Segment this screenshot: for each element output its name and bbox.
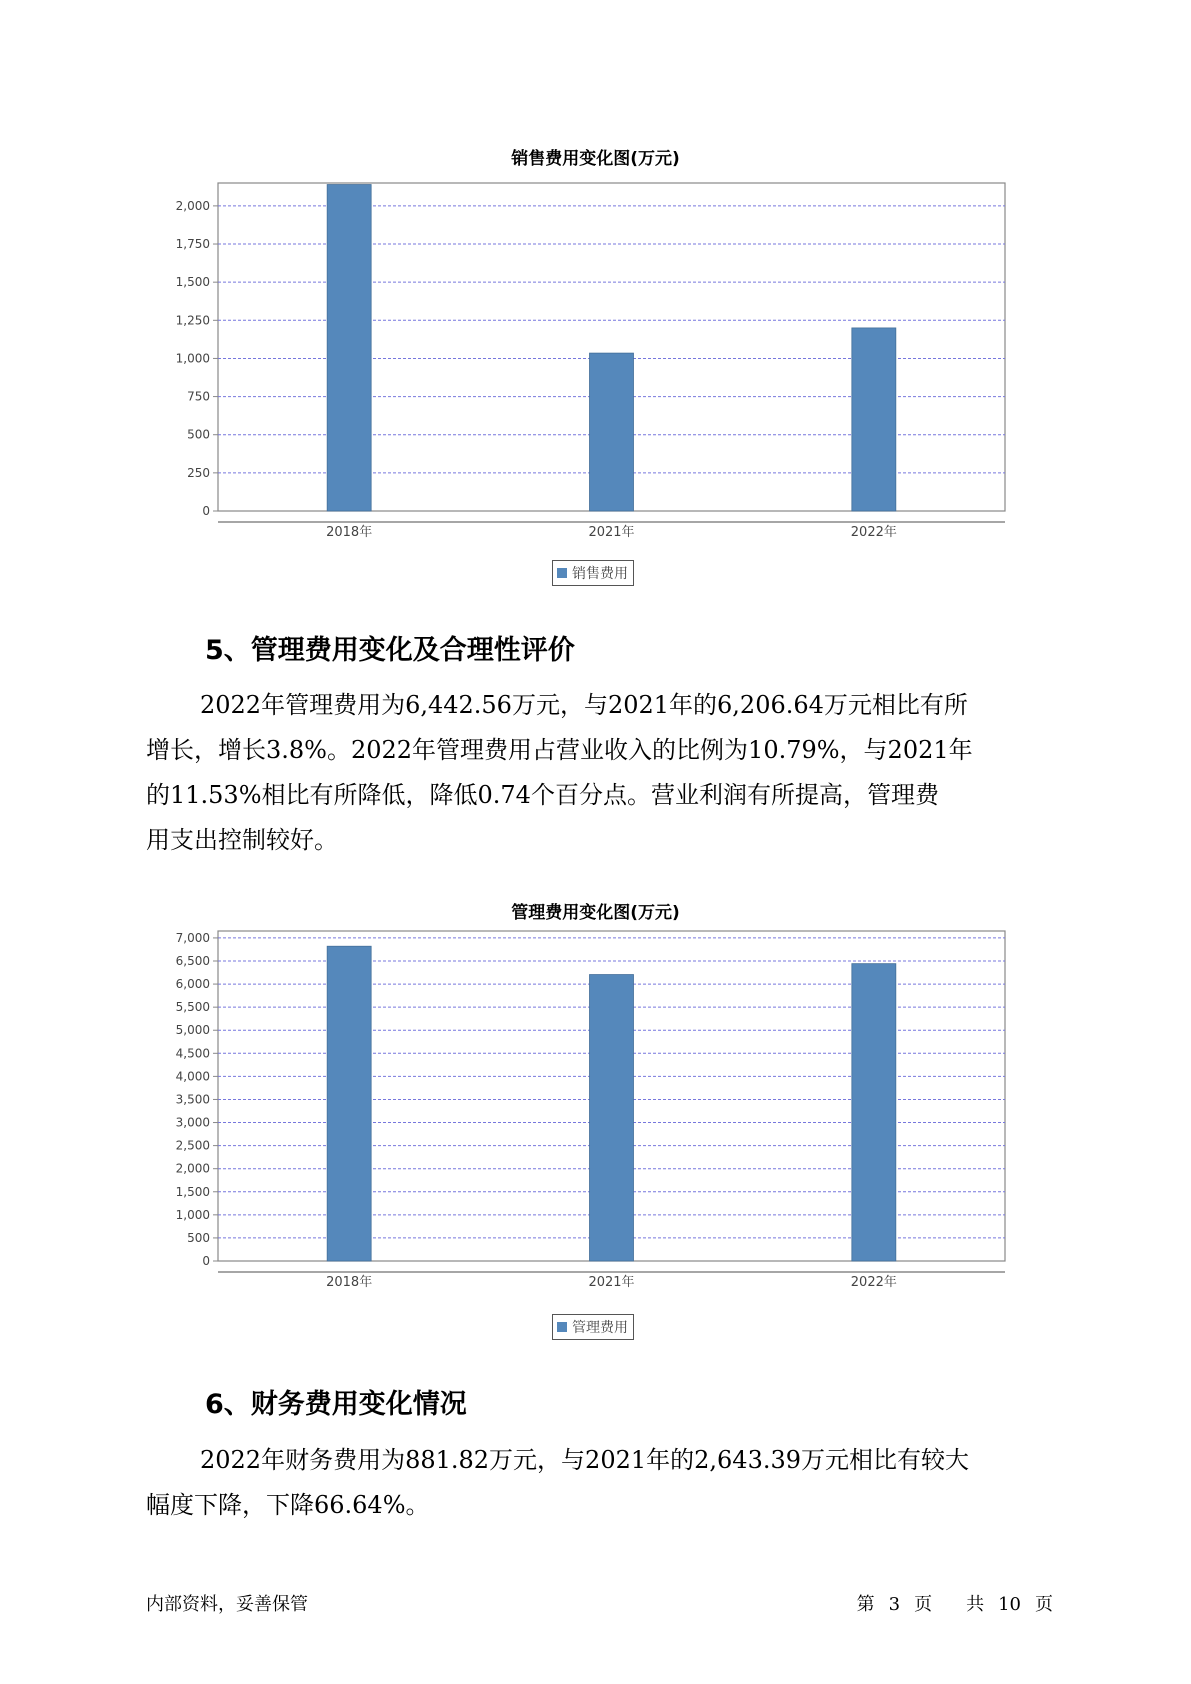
y-tick-label: 7,000 [175, 930, 210, 945]
legend-swatch [557, 1322, 567, 1332]
paragraph-line: 2022年管理费用为6,442.56万元，与2021年的6,206.64万元相比有所 [200, 691, 968, 719]
legend-label: 销售费用 [572, 566, 628, 582]
y-tick-label: 5,500 [175, 1000, 210, 1015]
paragraph-line: 用支出控制较好。 [146, 826, 338, 854]
y-tick-label: 0 [202, 1254, 210, 1268]
x-tick-label: 2021年 [588, 525, 635, 540]
chart-title: 销售费用变化图(万元) [511, 149, 680, 169]
y-tick-label: 1,500 [175, 1184, 210, 1199]
y-tick-label: 750 [187, 389, 210, 404]
y-tick-label: 2,000 [175, 1161, 210, 1176]
x-tick-label: 2021年 [588, 1275, 635, 1290]
chart-legend [552, 1314, 634, 1340]
y-tick-label: 5,000 [175, 1023, 210, 1038]
section-6-paragraph [146, 1438, 1046, 1528]
y-tick-label: 3,000 [175, 1115, 210, 1130]
paragraph-line: 2022年财务费用为881.82万元，与2021年的2,643.39万元相比有较大 [200, 1446, 970, 1474]
y-tick-label: 2,500 [175, 1138, 210, 1153]
y-tick-label: 4,000 [175, 1069, 210, 1084]
y-tick-label: 1,000 [175, 1207, 210, 1222]
bar [852, 964, 896, 1261]
y-tick-label: 1,500 [175, 275, 210, 290]
page-prefix: 第 [856, 1594, 875, 1615]
total-pages: 10 [998, 1594, 1021, 1615]
y-tick-label: 4,500 [175, 1046, 210, 1061]
bar [327, 946, 371, 1261]
y-tick-label: 1,250 [175, 313, 210, 328]
section-5-heading: 5、管理费用变化及合理性评价 [205, 635, 575, 666]
chart-title: 管理费用变化图(万元) [511, 903, 680, 923]
bar [590, 975, 634, 1261]
y-tick-label: 250 [187, 465, 210, 480]
confidential-note: 内部资料，妥善保管 [146, 1594, 308, 1615]
y-tick-label: 3,500 [175, 1092, 210, 1107]
y-tick-label: 0 [202, 504, 210, 518]
page-number [857, 1590, 1053, 1616]
y-tick-label: 6,500 [175, 954, 210, 968]
y-tick-label: 500 [187, 427, 210, 442]
x-tick-label: 2022年 [850, 525, 897, 540]
paragraph-line: 增长，增长3.8%。2022年管理费用占营业收入的比例为10.79%，与2021年 [146, 736, 973, 764]
paragraph-line: 的11.53%相比有所降低，降低0.74个百分点。营业利润有所提高，管理费 [146, 781, 939, 809]
x-tick-label: 2018年 [326, 1275, 373, 1290]
y-tick-label: 1,000 [175, 351, 210, 366]
y-tick-label: 2,000 [175, 198, 210, 213]
section-6-heading: 6、财务费用变化情况 [205, 1389, 467, 1420]
current-page: 3 [888, 1594, 901, 1615]
y-tick-label: 6,000 [175, 977, 210, 992]
paragraph-line: 幅度下降，下降66.64%。 [146, 1491, 430, 1519]
page-unit: 页 [914, 1594, 933, 1615]
legend-label: 管理费用 [572, 1320, 628, 1336]
x-tick-label: 2018年 [326, 525, 373, 540]
y-tick-label: 1,750 [175, 237, 210, 252]
total-unit: 页 [1035, 1594, 1053, 1615]
y-tick-label: 500 [187, 1230, 210, 1245]
total-prefix: 共 [966, 1594, 985, 1615]
x-tick-label: 2022年 [850, 1275, 897, 1290]
